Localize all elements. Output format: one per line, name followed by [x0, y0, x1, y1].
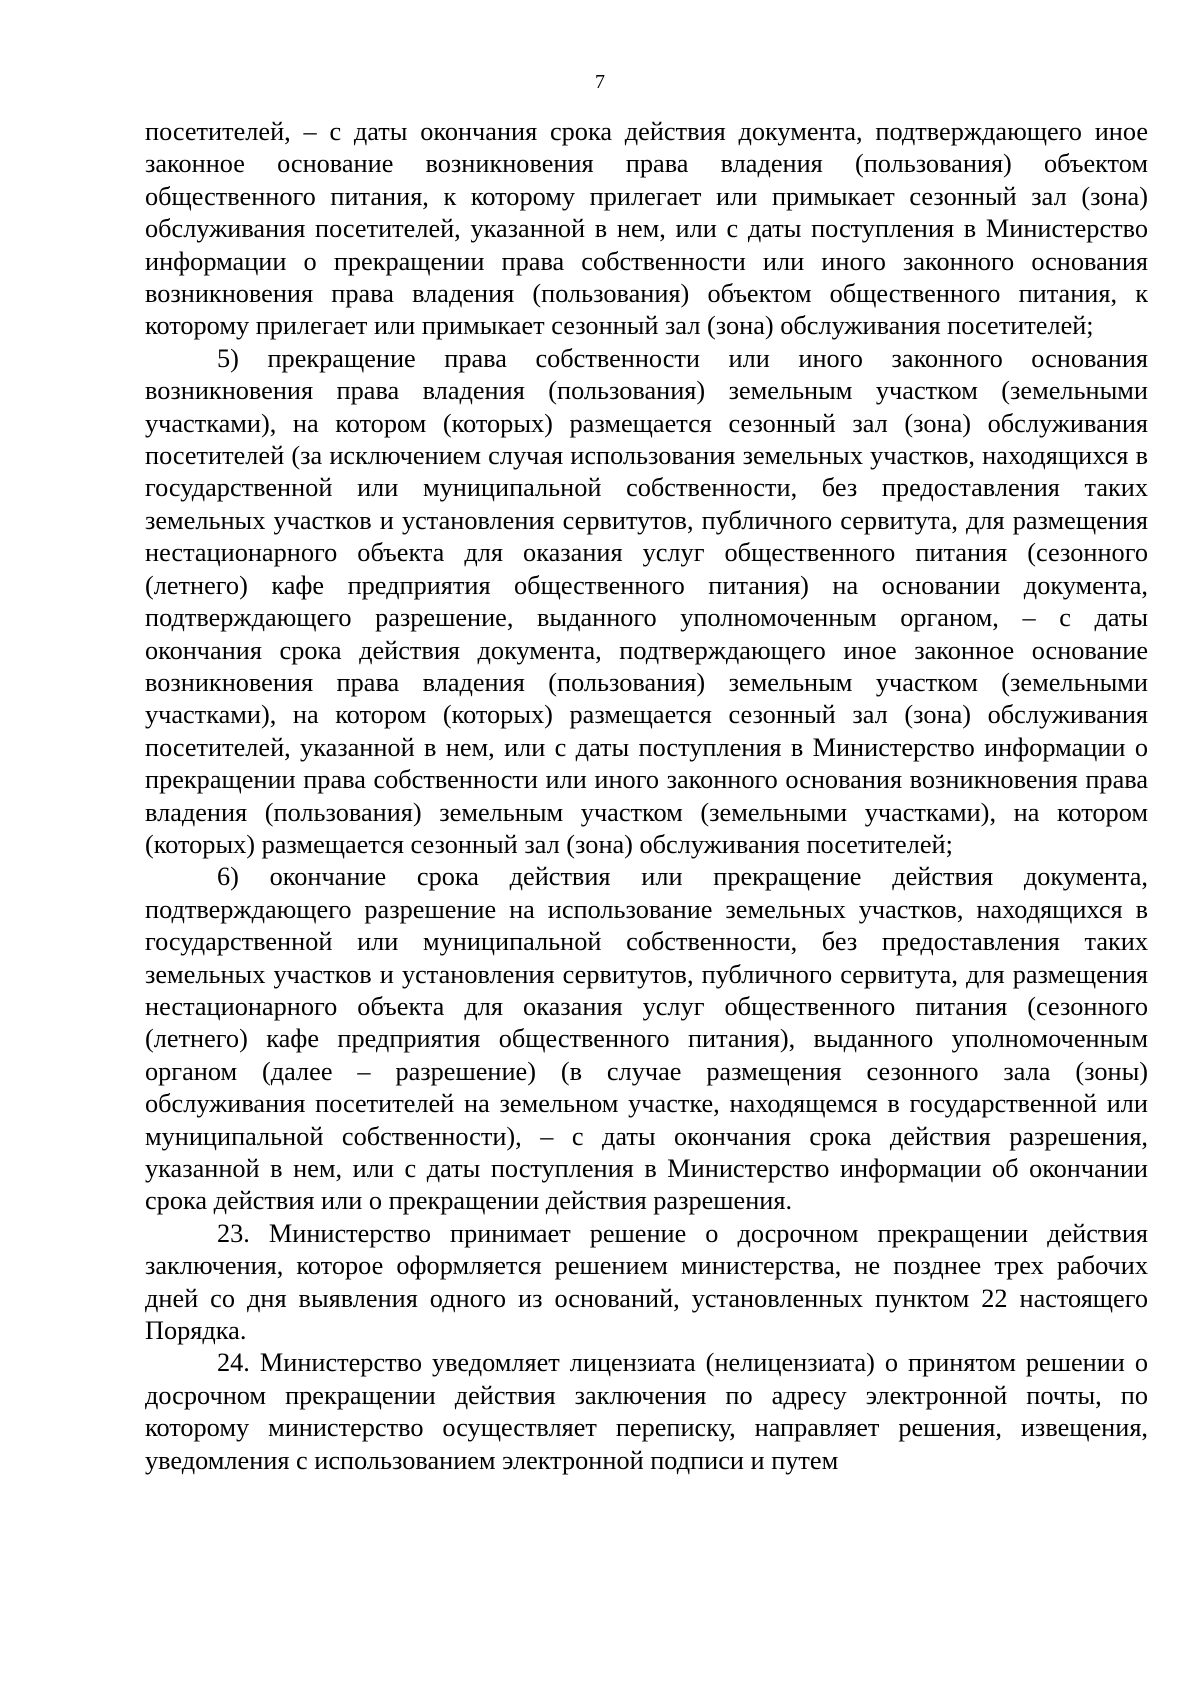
paragraph-item-5: 5) прекращение права собственности или иного законного основания возникновения права владения (пользования) земельным участком (земельными участками), на котором (которых) размещается сезонный зал (зона) обслуживания посетителей (за исключением случая использования земельных участков, находящихся в государственной или муниципальной собственности, без предоставления таких земельных участков и установления сервитутов, публичного сервитута, для размещения нестационарного объекта для оказания услуг общественного питания (сезонного (летнего) кафе предприятия общественного питания) на основании документа, подтверждающего разрешение, выданного уполномоченным органом, – с даты окончания срока действия документа, подтверждающего иное законное основание возникновения права владения (пользования) земельным участком (земельными участками), на котором (которых) размещается сезонный зал (зона) обслуживания посетителей, указанной в нем, или с даты поступления в Министерство информации о прекращении права собственности или иного законного основания возникновения права владения (пользования) земельным участком (земельными участками), на котором (которых) размещается сезонный зал (зона) обслуживания посетителей; — [145, 343, 1148, 859]
paragraph-clause-24: 24. Министерство уведомляет лицензиата (нелицензиата) о принятом решении о досрочном прекращении действия заключения по адресу электронной почты, по которому министерство осуществляет переписку, направляет решения, извещения, уведомления с использованием электронной подписи и путем — [145, 1348, 1148, 1475]
paragraph-item-6: 6) окончание срока действия или прекращение действия документа, подтверждающего разрешение на использование земельных участков, находящихся в государственной или муниципальной собственности, без предоставления таких земельных участков и установления сервитутов, публичного сервитута, для размещения нестационарного объекта для оказания услуг общественного питания (сезонного (летнего) кафе предприятия общественного питания), выданного уполномоченным органом (далее – разрешение) (в случае размещения сезонного зала (зоны) обслуживания посетителей на земельном участке, находящемся в государственной или муниципальной собственности), – с даты окончания срока действия разрешения, указанной в нем, или с даты поступления в Министерство информации об окончании срока действия или о прекращении действия разрешения. — [145, 862, 1148, 1216]
paragraph-clause-23: 23. Министерство принимает решение о досрочном прекращении действия заключения, которое оформляется решением министерства, не позднее трех рабочих дней со дня выявления одного из оснований, установленных пунктом 22 настоящего Порядка. — [145, 1218, 1148, 1346]
document-body — [145, 116, 1148, 1477]
paragraph-continuation: посетителей, – с даты окончания срока действия документа, подтверждающего иное законное основание возникновения права владения (пользования) объектом общественного питания, к которому прилегает или примыкает сезонный зал (зона) обслуживания посетителей, указанной в нем, или с даты поступления в Министерство информации о прекращении права собственности или иного законного основания возникновения права владения (пользования) объектом общественного питания, к которому прилегает или примыкает сезонный зал (зона) обслуживания посетителей; — [145, 117, 1148, 341]
page-number: 7 — [595, 71, 605, 93]
